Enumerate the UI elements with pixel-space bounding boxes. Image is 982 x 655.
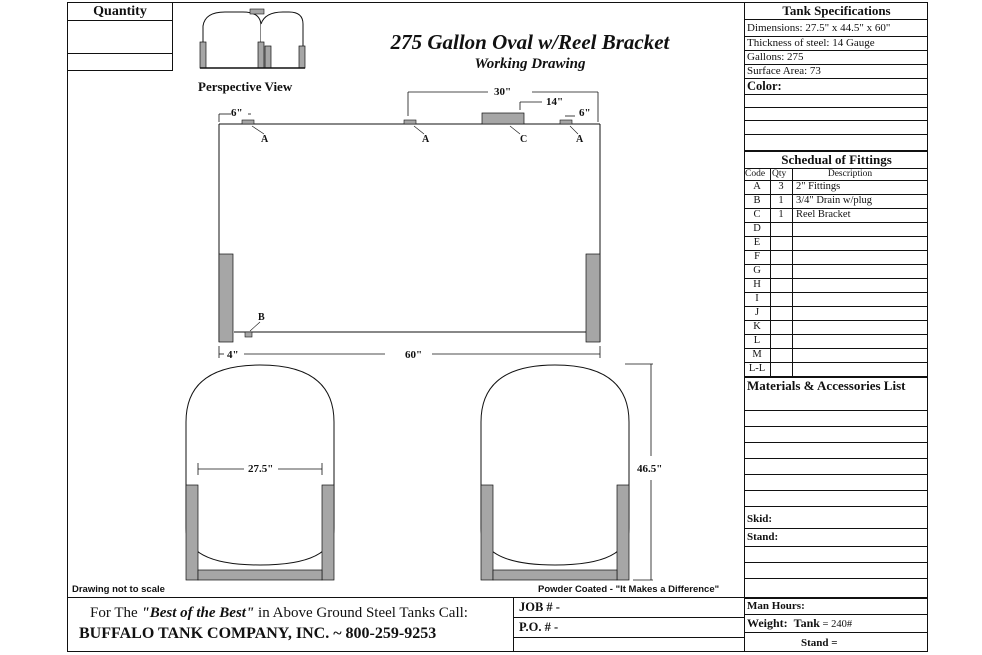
dimension-46-5-label: 46.5" bbox=[637, 463, 663, 475]
materials-row-line bbox=[744, 562, 928, 563]
footer-top-line bbox=[67, 597, 745, 598]
dimension-6-left-label: 6" bbox=[231, 107, 243, 119]
fitting-marker-b: B bbox=[258, 312, 265, 323]
company-name: BUFFALO TANK COMPANY, INC. ~ 800-259-9253 bbox=[79, 625, 437, 642]
spec-line bbox=[744, 19, 928, 20]
schedule-desc-cell: Reel Bracket bbox=[796, 209, 851, 220]
schedule-code-cell: B bbox=[753, 195, 761, 206]
schedule-code-cell: L bbox=[753, 335, 761, 346]
fitting-marker-a: A bbox=[261, 134, 269, 145]
spec-line bbox=[744, 134, 928, 135]
schedule-row-line bbox=[744, 250, 928, 251]
quantity-row-line bbox=[67, 53, 173, 54]
drawing-title: 275 Gallon Oval w/Reel Bracket bbox=[390, 30, 670, 54]
schedule-code-cell: K bbox=[753, 321, 761, 332]
spec-dimensions: Dimensions: 27.5" x 44.5" x 60" bbox=[747, 22, 891, 34]
schedule-col-code: Code bbox=[745, 169, 766, 179]
materials-row-line bbox=[744, 458, 928, 459]
schedule-row-line bbox=[744, 320, 928, 321]
dimension-6-right-label: 6" bbox=[579, 107, 591, 119]
schedule-qty-cell: 1 bbox=[778, 209, 784, 220]
schedule-heading: Schedual of Fittings bbox=[781, 152, 892, 167]
man-hours-label: Man Hours: bbox=[747, 600, 805, 612]
schedule-code-cell: E bbox=[753, 237, 761, 248]
schedule-row-line bbox=[744, 264, 928, 265]
side-elevation-drawing bbox=[210, 86, 610, 366]
spec-thickness: Thickness of steel: 14 Gauge bbox=[747, 37, 875, 49]
hours-divider bbox=[744, 597, 928, 599]
weight-label: Weight: bbox=[747, 616, 788, 630]
schedule-row-line bbox=[744, 306, 928, 307]
materials-row-line bbox=[744, 474, 928, 475]
materials-row-line bbox=[744, 578, 928, 579]
stand-label: Stand: bbox=[747, 531, 779, 543]
footer-job-divider bbox=[513, 617, 745, 618]
dimension-30-label: 30" bbox=[494, 86, 512, 98]
po-number: P.O. # - bbox=[519, 620, 559, 634]
stand-weight-label: Stand = bbox=[801, 637, 838, 649]
fitting-marker-c: C bbox=[520, 134, 528, 145]
color-label: Color: bbox=[747, 79, 782, 93]
footer-call-prefix: For The bbox=[90, 605, 142, 621]
footer-call-emphasis: "Best of the Best" bbox=[141, 605, 255, 621]
materials-row-line bbox=[744, 442, 928, 443]
perspective-view-drawing bbox=[195, 6, 310, 76]
materials-row-line bbox=[744, 426, 928, 427]
schedule-code-cell: H bbox=[753, 279, 761, 290]
perspective-view-label: Perspective View bbox=[198, 79, 293, 94]
materials-row-line bbox=[744, 528, 928, 529]
schedule-row-line bbox=[744, 222, 928, 223]
dimension-4-label: 4" bbox=[227, 349, 239, 361]
schedule-code-cell: L-L bbox=[748, 363, 766, 374]
materials-row-line bbox=[744, 546, 928, 547]
dimension-60-label: 60" bbox=[405, 349, 423, 361]
spec-line bbox=[744, 120, 928, 121]
schedule-col-desc: Description bbox=[827, 169, 873, 179]
skid-label: Skid: bbox=[747, 513, 773, 525]
schedule-qty-cell: 1 bbox=[778, 195, 784, 206]
quantity-box-bottom bbox=[67, 70, 173, 71]
dimension-27-5-label: 27.5" bbox=[248, 463, 274, 475]
fitting-marker-a: A bbox=[422, 134, 430, 145]
schedule-row-line bbox=[744, 334, 928, 335]
schedule-code-cell: D bbox=[753, 223, 761, 234]
schedule-rows bbox=[744, 180, 928, 376]
schedule-code-cell: M bbox=[752, 349, 762, 360]
hours-line bbox=[744, 614, 928, 615]
schedule-code-cell: A bbox=[753, 181, 761, 192]
spec-line bbox=[744, 94, 928, 95]
drawing-subtitle: Working Drawing bbox=[474, 56, 586, 72]
schedule-code-cell: J bbox=[754, 307, 760, 318]
weight-line bbox=[747, 617, 852, 631]
schedule-row-line bbox=[744, 362, 928, 363]
fitting-marker-a: A bbox=[576, 134, 584, 145]
schedule-code-cell: C bbox=[753, 209, 761, 220]
schedule-code-cell: I bbox=[755, 293, 759, 304]
hours-line bbox=[744, 632, 928, 633]
schedule-col-qty: Qty bbox=[772, 169, 787, 179]
materials-lines bbox=[744, 394, 928, 594]
tank-weight-value: = 240# bbox=[819, 619, 853, 630]
footer-divider bbox=[513, 597, 514, 652]
quantity-label: Quantity bbox=[93, 4, 147, 19]
materials-row-line bbox=[744, 410, 928, 411]
dimension-14-label: 14" bbox=[546, 96, 564, 108]
materials-row-line bbox=[744, 506, 928, 507]
tank-weight-label: Tank bbox=[793, 616, 820, 630]
schedule-row-line bbox=[744, 292, 928, 293]
schedule-code-cell: G bbox=[753, 265, 761, 276]
spec-line bbox=[744, 107, 928, 108]
materials-row-line bbox=[744, 490, 928, 491]
schedule-code-cell: F bbox=[754, 251, 760, 262]
not-to-scale-note: Drawing not to scale bbox=[72, 584, 165, 595]
schedule-row-line bbox=[744, 278, 928, 279]
powder-coated-note: Powder Coated - "It Makes a Difference" bbox=[538, 584, 720, 595]
schedule-desc-cell: 3/4" Drain w/plug bbox=[796, 195, 873, 206]
footer-call-line bbox=[90, 606, 468, 621]
quantity-row-line bbox=[67, 20, 173, 21]
spec-surface-area: Surface Area: 73 bbox=[747, 65, 821, 77]
tank-specifications-heading: Tank Specifications bbox=[782, 3, 891, 18]
materials-heading: Materials & Accessories List bbox=[747, 378, 906, 393]
schedule-row-line bbox=[744, 348, 928, 349]
footer-call-suffix: in Above Ground Steel Tanks Call: bbox=[254, 605, 468, 621]
job-number: JOB # - bbox=[519, 600, 560, 614]
spec-gallons: Gallons: 275 bbox=[747, 51, 804, 63]
footer-po-divider bbox=[513, 637, 745, 638]
schedule-qty-cell: 3 bbox=[778, 181, 784, 192]
schedule-row-line bbox=[744, 236, 928, 237]
schedule-desc-cell: 2" Fittings bbox=[796, 181, 841, 192]
